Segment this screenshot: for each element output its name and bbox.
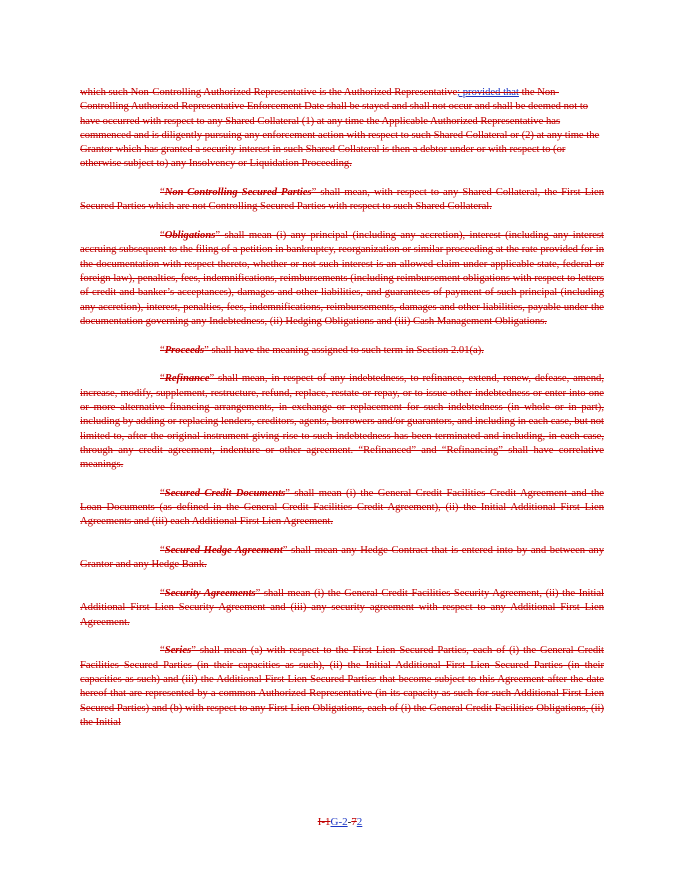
paragraph-continuation	[80, 86, 604, 172]
inserted-text: ; provided that	[457, 87, 519, 98]
document-body	[80, 86, 604, 745]
page-number-footer: I-1G-2-72	[317, 816, 363, 828]
definition-series: “Series” shall mean (a) with respect to the First Lien Secured Parties, each of (i) the General Credit Facilities Secured Parties (in their capacities as such), (ii) the Initial Additional First Lien Secured Parties (in their capacities as such) and (iii) the Additional First Lien Secured Parties that become subject to this Agreement after the date hereof that are represented by a common Authorized Representative (in its capacity as such for such Additional First Lien Secured Parties) and (b) with respect to any First Lien Obligations, each of (i) the General Credit Facilities Obligations, (ii) the Initial	[80, 645, 604, 728]
deleted-page-digit: 7	[351, 816, 357, 828]
deleted-page-number: I-1	[317, 816, 331, 828]
definition-refinance: “Refinance” shall mean, in respect of any indebtedness, to refinance, extend, renew, defease, amend, increase, modify, supplement, restructure, refund, replace, restate or repay, or to issue other indebtedness or enter into one or more alternative financing arrangements, in exchange or replacement for such indebtedness (in whole or in part), including by adding or replacing lenders, creditors, agents, borrowers and/or guarantors, and including in each case, but not limited to, after the original instrument giving rise to such indebtedness has been terminated and including, in each case, through any credit agreement, indenture or other agreement. “Refinanced” and “Refinancing” shall have correlative meanings.	[80, 373, 604, 471]
defined-term: Secured Credit Documents	[164, 487, 286, 499]
defined-term: Series	[164, 645, 192, 657]
definition-text: ” shall mean any Hedge Contract that is entered into by and between any Grantor and any Hedge Bank.	[80, 545, 604, 571]
defined-term: Non-Controlling Secured Parties	[164, 187, 312, 199]
defined-term: Refinance	[164, 373, 210, 385]
definition-text: ” shall have the meaning assigned to such term in Section 2.01(a).	[204, 344, 484, 356]
definition-secured-credit-documents: “Secured Credit Documents” shall mean (i) the General Credit Facilities Credit Agreement and the Loan Documents (as defined in the General Credit Facilities Credit Agreement), (ii) the Initial Additional First Lien Agreements and (iii) each Additional First Lien Agreement.	[80, 487, 604, 528]
definition-text: ” shall mean, with respect to any Shared Collateral, the First Lien Secured Parties which are not Controlling Secured Parties with respect to such Shared Collateral.	[80, 187, 604, 213]
paragraph-text: which such Non-Controlling Authorized Representative is the Authorized Representative	[80, 87, 458, 98]
defined-term: Secured Hedge Agreement	[164, 545, 283, 557]
definition-non-controlling-secured-parties: “Non-Controlling Secured Parties” shall mean, with respect to any Shared Collateral, the First Lien Secured Parties which are not Controlling Secured Parties with respect to such Shared Collateral.	[80, 187, 604, 213]
definition-secured-hedge-agreement: “Secured Hedge Agreement” shall mean any Hedge Contract that is entered into by and between any Grantor and any Hedge Bank.	[80, 545, 604, 571]
inserted-page-digit: 2	[356, 816, 363, 828]
definition-text: ” shall mean, in respect of any indebtedness, to refinance, extend, renew, defease, amend, increase, modify, supplement, restructure, refund, replace, restate or repay, or to issue other indebtedness or enter into one or more alternative financing arrangements, in exchange or replacement for such indebtedness (in whole or in part), including by adding or replacing lenders, creditors, agents, borrowers and/or guarantors, and including in each case, but not limited to, after the original instrument giving rise to such indebtedness has been terminated and including, in each case, through any credit agreement, indenture or other agreement. “Refinanced” and “Refinancing” shall have correlative meanings.	[80, 373, 604, 471]
definition-text: ” shall mean (a) with respect to the First Lien Secured Parties, each of (i) the General Credit Facilities Secured Parties (in their capacities as such), (ii) the Initial Additional First Lien Secured Parties (in their capacities as such) and (iii) the Additional First Lien Secured Parties that become subject to this Agreement after the date hereof that are represented by a common Authorized Representative (in its capacity as such for such Additional First Lien Secured Parties) and (b) with respect to any First Lien Obligations, each of (i) the General Credit Facilities Obligations, (ii) the Initial	[80, 645, 604, 728]
inserted-page-number: G-2	[330, 816, 348, 828]
definition-text: ” shall mean (i) any principal (including any accretion), interest (including any interest accruing subsequent to the filing of a petition in bankruptcy, reorganization or similar proceeding at the rate provided for in the documentation with respect thereto, whether or not such interest is an allowed claim under applicable state, federal or foreign law), penalties, fees, indemnifications, reimbursements (including reimbursement obligations with respect to letters of credit and banker’s acceptances), damages and other liabilities, and guarantees of payment of such principal (including any accretion), interest, penalties, fees, indemnifications, reimbursements, damages and other liabilities, payable under the documentation governing any Indebtedness, (ii) Hedging Obligations and (iii) Cash Management Obligations.	[80, 230, 604, 327]
defined-term: Obligations	[164, 230, 216, 242]
definition-text: ” shall mean (i) the General Credit Facilities Security Agreement, (ii) the Initial Additional First Lien Security Agreement and (iii) any security agreement with respect to any Additional First Lien Agreement.	[80, 588, 604, 628]
definition-text: ” shall mean (i) the General Credit Facilities Credit Agreement and the Loan Documents (as defined in the General Credit Facilities Credit Agreement), (ii) the Initial Additional First Lien Agreements and (iii) each Additional First Lien Agreement.	[80, 487, 604, 528]
definition-security-agreements: “Security Agreements” shall mean (i) the General Credit Facilities Security Agreement, (ii) the Initial Additional First Lien Security Agreement and (iii) any security agreement with respect to any Additional First Lien Agreement.	[80, 588, 604, 628]
defined-term: Proceeds	[164, 344, 205, 356]
definition-proceeds: “Proceeds” shall have the meaning assigned to such term in Section 2.01(a).	[160, 344, 484, 356]
paragraph-text-continued: the Non-Controlling Authorized Representative Enforcement Date shall be stayed and shall not occur and shall be deemed not to have occurred with respect to any Shared Collateral (1) at any time the Applicable Authorized Representative has commenced and is diligently pursuing any enforcement action with respect to such Shared Collateral or (2) at any time the Grantor which has granted a security interest in such Shared Collateral is then a debtor under or with respect to (or otherwise subject to) any Insolvency or Liquidation Proceeding.	[80, 87, 600, 170]
defined-term: Security Agreements	[164, 588, 256, 600]
definition-obligations: “Obligations” shall mean (i) any principal (including any accretion), interest (including any interest accruing subsequent to the filing of a petition in bankruptcy, reorganization or similar proceeding at the rate provided for in the documentation with respect thereto, whether or not such interest is an allowed claim under applicable state, federal or foreign law), penalties, fees, indemnifications, reimbursements (including reimbursement obligations with respect to letters of credit and banker’s acceptances), damages and other liabilities, and guarantees of payment of such principal (including any accretion), interest, penalties, fees, indemnifications, reimbursements, damages and other liabilities, payable under the documentation governing any Indebtedness, (ii) Hedging Obligations and (iii) Cash Management Obligations.	[80, 230, 604, 327]
